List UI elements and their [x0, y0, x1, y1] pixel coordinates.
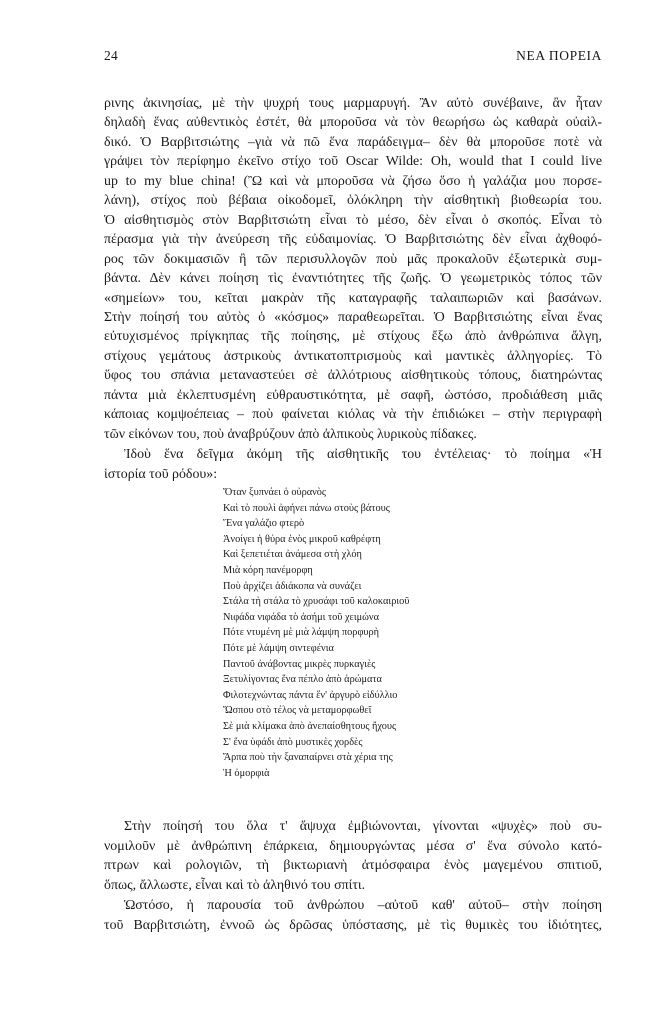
journal-title: ΝΕΑ ΠΟΡΕΙΑ	[516, 48, 602, 63]
text-line: γράψει τὸν περίφημο ἐκεῖνο στίχο τοῦ Oscar Wilde: Oh, would that I could live	[104, 154, 602, 170]
text-line: up to my blue china! (Ὢ καὶ νὰ μποροῦσα νὰ ζήσω ὅσο ἡ γαλάζια μου πορσε-	[104, 173, 602, 189]
text-line: εὐτυχισμένος πρίγκηπας τῆς ποίησης, μὲ στίχους ἔξω ἀπὸ ἀνθρώπινα ἄλγη,	[104, 329, 602, 345]
paragraph	[104, 817, 602, 896]
text-line: στίχους γεμάτους ἀστρικοὺς ἀντικατοπτρισμοὺς καὶ μαντικὲς ἀλληγορίες. Τὸ	[104, 348, 602, 364]
poem-line: Στάλα τὴ στάλα τὸ χρυσάφι τοῦ καλοκαιριοῦ	[223, 596, 410, 608]
poem-line: Νιφάδα νιφάδα τὸ ἀσήμι τοῦ χειμώνα	[223, 611, 379, 623]
text-line: Στὴν ποίησή του ὅλα τ' ἄψυχα ἐμβιώνονται, γίνονται «ψυχὲς» ποὺ συ-	[124, 819, 602, 834]
paragraph	[104, 445, 602, 484]
poem-line: Φιλοτεχνώντας πάντα ἕν' ἀργυρὸ εἰδύλλιο	[223, 689, 398, 701]
body-text-lower	[104, 817, 602, 935]
text-line: ρινης ἀκινησίας, μὲ τὴν ψυχρή τους μαρμαρυγή. Ἂν αὐτὸ συνέβαινε, ἂν ἦταν	[104, 96, 602, 111]
poem-line: Καὶ τὸ πουλὶ ἀφήνει πάνω στοὺς βάτους	[223, 502, 390, 514]
text-line: βάντα. Δὲν κάνει ποίηση τὶς ἐναντιότητες τῆς ζωῆς. Ὁ γεωμετρικὸς τόπος τῶν	[104, 271, 602, 287]
page-number: 24	[104, 48, 118, 63]
text-line: ἱστορία τοῦ ρόδου»:	[104, 466, 218, 482]
text-line: «σημείων» του, κεῖται μακρὰν τῆς καταγραφῆς ταλαιπωριῶν καὶ βασάνων.	[104, 290, 602, 306]
text-line: Ὁ αἰσθητισμὸς στὸν Βαρβιτσιώτη εἶναι τὸ μέσο, δὲν εἶναι ὁ σκοπός. Εἶναι τὸ	[104, 212, 602, 228]
poem-line: Ὥσπου στὸ τέλος νὰ μεταμορφωθεῖ	[223, 705, 372, 717]
text-line: δικό. Ὁ Βαρβιτσιώτης –γιὰ νὰ πῶ ἕνα παράδειγμα– δὲν θὰ μποροῦσε ποτὲ νὰ	[104, 134, 602, 150]
paragraph	[104, 94, 602, 444]
poem-line: Καὶ ξεπετιέται ἀνάμεσα στὴ χλόη	[223, 549, 362, 561]
poem-line: Σ' ἕνα ὑφάδι ἀπὸ μυστικὲς χορδὲς	[223, 736, 363, 748]
paragraph	[104, 896, 602, 935]
text-line: Στὴν ποίησή του αὐτὸς ὁ «κόσμος» παραθεωρεῖται. Ὁ Βαρβιτσιώτης εἶναι ἕνας	[104, 309, 602, 325]
text-line: πτρων καὶ ρολογιῶν, τὴ βικτωριανὴ ἀτμόσφαιρα ἑνὸς μαγεμένου σπιτιοῦ,	[104, 858, 602, 874]
text-line: ὕφος του σπάνια μεταναστεύει σὲ ἀλλότριους αἰσθητικοὺς τόπους, διατηρώντας	[104, 368, 602, 384]
text-line: πέρασμα γιὰ τὴν ἀνεύρεση τῆς εὐδαιμονίας. Ὁ Βαρβιτσιώτης δὲν εἶναι ἀχθοφό-	[104, 232, 602, 248]
text-line: κάποιας κομψοέπειας – ποὺ φαίνεται κιόλας νὰ τὴν ἐπιδιώκει – στὴν περιγραφὴ	[104, 407, 602, 423]
text-line: τῶν εἰκόνων του, ποὺ ἀναβρύζουν ἀπὸ ἀλπικοὺς λυρικοὺς πίδακες.	[104, 426, 477, 442]
text-line: νομιλοῦν μὲ ἀνθρώπινη ἐπάρκεια, δημιουργώντας μέσα σ' ἕνα σύνολο κατό-	[104, 838, 602, 854]
poem-block	[223, 485, 409, 781]
poem-line: Μιὰ κόρη πανέμορφη	[223, 564, 313, 576]
poem-line: Ἡ ὀμορφιὰ	[223, 767, 270, 779]
body-text-upper	[104, 94, 602, 484]
text-line: πάντα μιὰ ἐκλεπτυσμένη εὐθραυστικότητα, μὲ σαφῆ, ὡστόσο, προδιάθεση μιᾶς	[104, 387, 602, 403]
text-line: ὅπως, ἄλλωστε, εἶναι καὶ τὸ ἀληθινό του σπίτι.	[104, 878, 366, 894]
poem-line: Ἕνα γαλάζιο φτερὸ	[223, 518, 305, 530]
poem-line: Ξετυλίγοντας ἕνα πέπλο ἀπὸ ἀρώματα	[223, 674, 382, 686]
poem-line: Παντοῦ ἀνάβοντας μικρὲς πυρκαγιὲς	[223, 658, 376, 670]
poem-line: Σὲ μιὰ κλίμακα ἀπὸ ἀνεπαίσθητους ἤχους	[223, 720, 397, 732]
text-line: τοῦ Βαρβιτσιώτη, ἐννοῶ ὡς δρῶσας ὑπόστασης, μὲ τὶς θυμικὲς του ἰδιότητες,	[104, 917, 602, 933]
poem-line: Ἀνοίγει ἡ θύρα ἑνὸς μικροῦ καθρέφτη	[223, 533, 381, 545]
text-line: Ὡστόσο, ἡ παρουσία τοῦ ἀνθρώπου –αὐτοῦ καθ' αὐτοῦ– στὴν ποίηση	[124, 897, 602, 913]
poem-line: Πότε μὲ λάμψη σιντεφένια	[223, 642, 334, 654]
running-head	[104, 48, 602, 66]
text-line: ρος τῶν δοκιμασιῶν ἢ τῶν περισυλλογῶν ποὺ μᾶς προκαλοῦν ἐξωτερικὰ συμ-	[104, 251, 602, 267]
poem-line: Ὅταν ξυπνάει ὁ οὐρανὸς	[223, 487, 327, 498]
poem-line: Πότε ντυμένη μὲ μιὰ λάμψη πορφυρὴ	[223, 627, 380, 639]
poem-line: Ποὺ ἀρχίζει ἀδιάκοπα νὰ συνάζει	[223, 580, 362, 592]
poem-line: Ἅρπα ποὺ τὴν ξαναπαίρνει στὰ χέρια της	[223, 752, 393, 764]
text-line: λάνη), στίχος ποὺ βέβαια οἰκοδομεῖ, ὁλόκληρη τὴν αἰσθητικὴ βιοθεωρία του.	[104, 193, 602, 209]
text-line: δηλαδὴ ἕνας αὐθεντικὸς ἐστέτ, θὰ μποροῦσα νὰ τὸν θεωρήσω ὡς καθαρὰ οὐαὶλ-	[104, 115, 602, 131]
text-line: Ἰδοὺ ἕνα δεῖγμα ἀκόμη τῆς αἰσθητικῆς του ἐντέλειας· τὸ ποίημα «Ἡ	[124, 447, 602, 463]
